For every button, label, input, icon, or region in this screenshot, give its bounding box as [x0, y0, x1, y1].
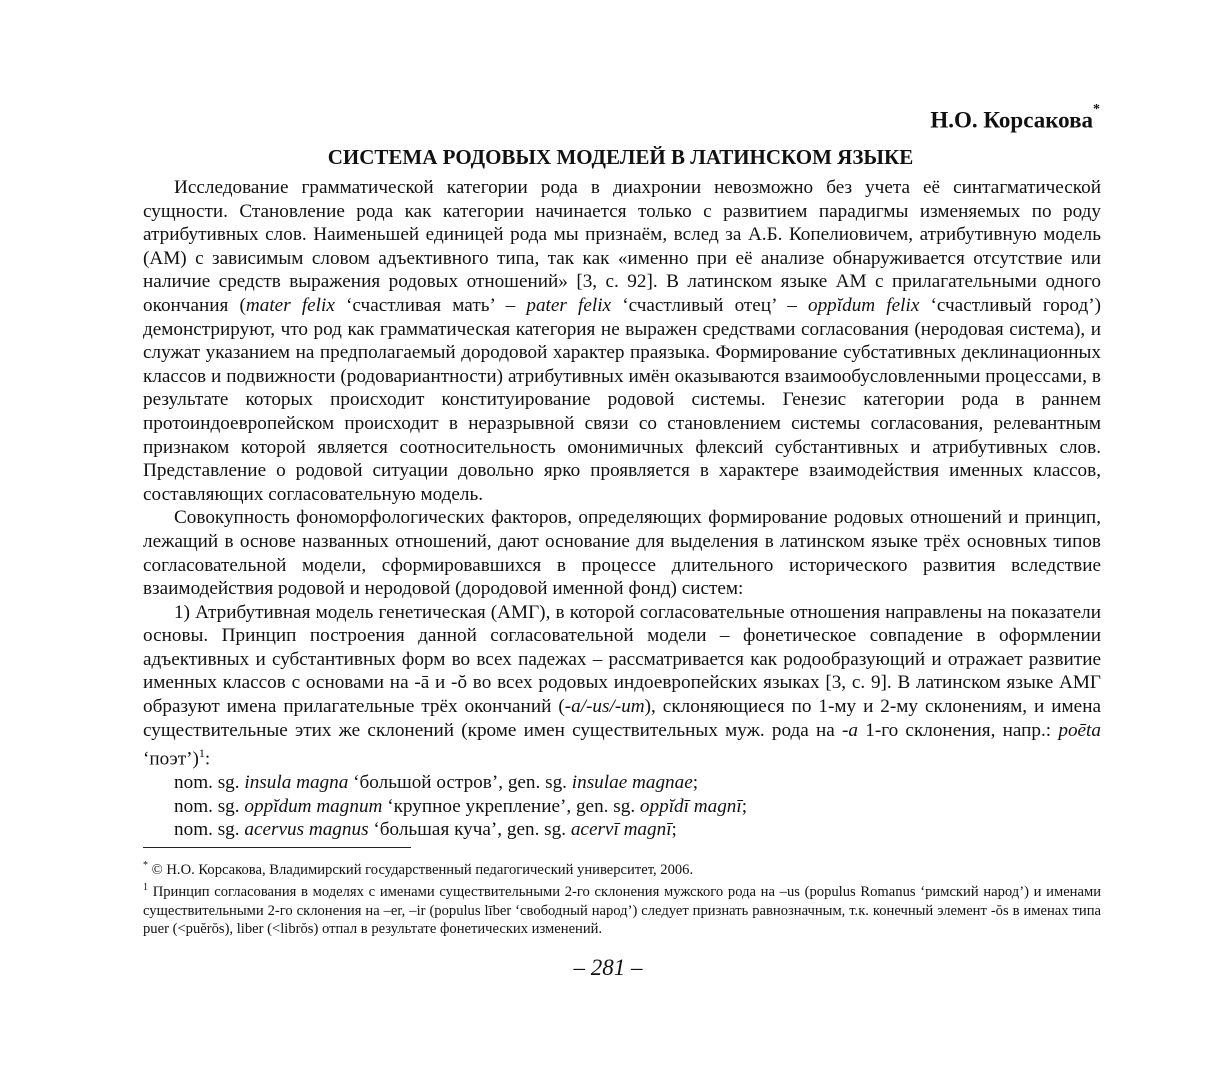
text-span: nom. sg.	[174, 772, 245, 794]
footnote-ref[interactable]: 1	[198, 746, 205, 761]
author-text: Н.О. Корсакова	[930, 107, 1093, 133]
footnote-mark: 1	[143, 882, 148, 894]
latin-term: mater felix	[245, 294, 335, 316]
text-span: ;	[671, 819, 677, 841]
latin-term: insula magna	[244, 772, 349, 794]
text-span: ‘счастливый отец’ –	[611, 294, 808, 316]
latin-term: oppĭdum felix	[807, 294, 920, 316]
text-span: ‘большой остров’, gen. sg.	[348, 772, 572, 794]
footnote-author	[143, 857, 1101, 879]
text-span: 1) Атрибутивная модель генетическая (АМГ), в которой согласовательные отношения направлены на показатели основы. Принцип построения данной согласовательной модели – фонетическое совпадение в оформлении адъективных и субстантивных форм во всех падежах – рассматривается как родообразующий и отражает развитие именных классов с основами на -ā и -ŏ во всех родовых индоевропейских языках [3, с. 9]. В латинском языке АМГ образуют имена прилагательные трёх окончаний (	[143, 601, 1101, 718]
text-span: :	[204, 748, 211, 770]
footnote-mark: *	[143, 860, 148, 871]
text-span: ;	[741, 795, 748, 817]
latin-term: acervī magnī	[570, 819, 672, 841]
latin-term: -a/-us/-um	[564, 696, 645, 718]
footnote-divider	[143, 847, 411, 848]
footnote-text: Принцип согласования в моделях с именами существительными 2-го склонения мужского рода на –us (populus Romanus ‘римский народ’) и именами существительными 2-го склонения на –er, –ir (populus līber ‘свободный народ’) следует признать равнозначным, т.к. конечный элемент -ŏs в именах типа puer (<puĕrŏs), liber (<librŏs) отпал в результате фонетических изменений.	[143, 884, 1101, 938]
footnote-text: © Н.О. Корсакова, Владимирский государственный педагогический университет, 2006.	[148, 861, 694, 878]
paragraph-1	[143, 176, 1101, 506]
latin-term: oppĭdī magnī	[639, 795, 742, 817]
latin-term: poēta	[1058, 719, 1101, 741]
text-span: ‘крупное укрепление’, gen. sg.	[382, 795, 640, 817]
article-body	[143, 176, 1101, 842]
text-span: ‘счастливая мать’ –	[334, 294, 527, 316]
latin-term: oppĭdum magnum	[244, 795, 383, 817]
example-line-3	[143, 818, 1101, 842]
latin-term: acervus magnus	[244, 819, 369, 841]
paragraph-3	[143, 601, 1101, 772]
author-footnote-mark: *	[1093, 102, 1100, 117]
text-span: 1-го склонения, напр.:	[858, 719, 1059, 741]
page-number: – 281 –	[573, 955, 643, 980]
author-name	[930, 96, 1100, 141]
footnote-1	[143, 879, 1101, 938]
latin-term: -a	[842, 719, 859, 741]
footnotes	[143, 857, 1101, 939]
text-span: ‘счастливый город’) демонстрируют, что род как грамматическая категория не выражен средствами согласования (неродовая система), и служат указанием на предполагаемый дородовой характер праязыка. Формирование субстативных деклинационных классов и подвижности (родовариантности) атрибутивных имён оказываются взаимообусловленными процессами, в результате которых происходит конституирование родовой системы. Генезис категории рода в раннем протоиндоевропейском происходит в неразрывной связи со становлением системы согласования, релевантным признаком которой является соотносительность омонимичных флексий субстантивных и атрибутивных слов. Представление о родовой ситуации довольно ярко проявляется в характере взаимодействия именных классов, составляющих согласовательную модель.	[143, 294, 1102, 505]
text-span: Исследование грамматической категории рода в диахронии невозможно без учета её синтагматической сущности. Становление рода как категории начинается только с развитием парадигмы изменяемых по роду атрибутивных слов. Наименьшей единицей рода мы признаём, вслед за А.Б. Копелиовичем, атрибутивную модель (АМ) с зависимым словом адъективного типа, так как «именно при её анализе обнаруживается отсутствие или наличие средств выражения родовых отношений» [3, с. 92]. В латинском языке АМ с прилагательными одного окончания (	[143, 177, 1101, 316]
text-span: nom. sg.	[174, 819, 245, 841]
text-span: nom. sg.	[174, 795, 245, 817]
text-span: ‘большая куча’, gen. sg.	[368, 819, 571, 841]
article-title: СИСТЕМА РОДОВЫХ МОДЕЛЕЙ В ЛАТИНСКОМ ЯЗЫКЕ	[327, 145, 914, 169]
text-span: ), склоняющиеся по 1-му и 2-му склонениям, и имена существительные этих же склонений (кроме имен существительных муж. рода на	[143, 696, 1101, 741]
latin-term: insulae magnae	[571, 772, 693, 794]
latin-term: pater felix	[526, 294, 612, 316]
paragraph-2: Совокупность фономорфологических факторов, определяющих формирование родовых отношений и принцип, лежащий в основе названных отношений, дают основание для выделения в латинском языке трёх основных типов согласовательной модели, сформировавшихся в процессе длительного исторического развития вследствие взаимодействия родовой и неродовой (дородовой именной фонд) систем:	[143, 507, 1101, 600]
text-span: ;	[692, 772, 699, 794]
text-span: ‘поэт’)	[143, 748, 199, 770]
example-line-1	[143, 771, 1101, 795]
example-line-2	[143, 795, 1101, 819]
